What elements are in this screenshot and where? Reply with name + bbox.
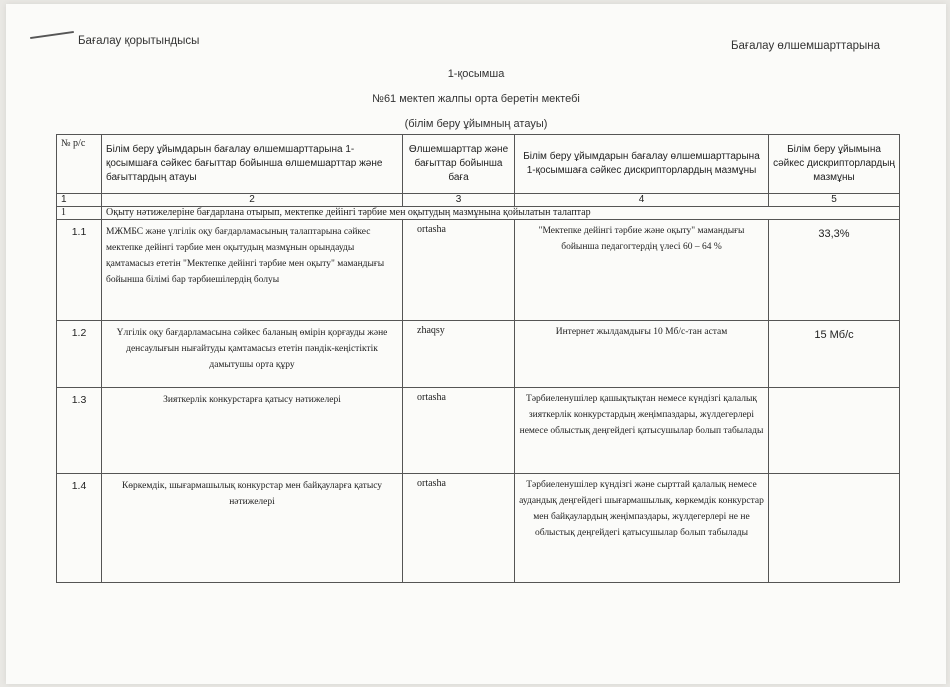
- col-number: 3: [403, 194, 515, 207]
- row-value: [769, 388, 900, 474]
- section-num: 1: [57, 207, 102, 220]
- school-name: №61 мектеп жалпы орта беретін мектебі: [372, 93, 580, 105]
- col-number: 5: [769, 194, 900, 207]
- section-row: [57, 207, 900, 220]
- table-header-row: [57, 135, 900, 194]
- header-num: № р/с: [57, 135, 102, 194]
- header-descriptor: Білім беру ұйымдарын бағалау өлшемшарттарына 1-қосымшаға сәйкес дискрипторлардың мазмұны: [515, 135, 769, 194]
- row-descriptor: Интернет жылдамдығы 10 Мб/с-тан астам: [515, 321, 769, 388]
- row-value: [769, 474, 900, 583]
- org-note: (білім беру ұйымның атауы): [404, 118, 548, 130]
- table-row: [57, 388, 900, 474]
- col-number: 4: [515, 194, 769, 207]
- table-row: [57, 474, 900, 583]
- header-org-descriptor: Білім беру ұйымына сәйкес дискрипторлардың мазмұны: [769, 135, 900, 194]
- row-grade: ortasha: [403, 220, 515, 321]
- row-value: 15 Мб/с: [769, 321, 900, 388]
- header-left: Бағалау қорытындысы: [78, 35, 200, 47]
- pen-stroke: [30, 31, 74, 39]
- col-number: 2: [102, 194, 403, 207]
- header-right: Бағалау өлшемшарттарына: [730, 40, 880, 52]
- section-title: Оқыту нәтижелеріне бағдарлана отырып, мектепке дейінгі тәрбие мен оқытудың мазмұнына қойылатын талаптар: [102, 207, 900, 220]
- row-num: 1.2: [57, 321, 102, 388]
- row-num: 1.3: [57, 388, 102, 474]
- row-descriptor: Тәрбиеленушілер қашықтықтан немесе күндізгі қалалық зияткерлік конкурстардың жеңімпаздары, жүлдегерлері немесе облыстық деңгейдегі қатысушылар болып табылады: [515, 388, 769, 474]
- row-criteria: МЖМБС және үлгілік оқу бағдарламасының талаптарына сәйкес мектепке дейінгі тәрбие мен оқытудың мазмұнын орындауды қамтамасыз ететін "Мектепке дейінгі тәрбие мен оқыту" мамандығы бойынша білімі бар тәрбиешілердің болуы: [102, 220, 403, 321]
- row-criteria: Үлгілік оқу бағдарламасына сәйкес баланың өмірін қорғауды және денсаулығын нығайтуды қамтамасыз ететін пәндік-кеңістіктік дамытушы орта құру: [102, 321, 403, 388]
- header-criteria: Білім беру ұйымдарын бағалау өлшемшарттарына 1-қосымшаға сәйкес бағыттар бойынша өлшемшарттар және бағыттардың атауы: [102, 135, 403, 194]
- appendix-label: 1-қосымша: [447, 68, 505, 80]
- table-row: [57, 220, 900, 321]
- row-criteria: Зияткерлік конкурстарға қатысу нәтижелері: [102, 388, 403, 474]
- row-grade: ortasha: [403, 388, 515, 474]
- header-grade: Өлшемшарттар және бағыттар бойынша баға: [403, 135, 515, 194]
- row-grade: ortasha: [403, 474, 515, 583]
- row-descriptor: Тәрбиеленушілер күндізгі және сырттай қалалық немесе аудандық деңгейдегі шығармашылық, көркемдік конкурстар мен байқаулардың жеңімпаздары, жүлдегерлері не не облыстық деңгейдегі қатысушылар болып табылады: [515, 474, 769, 583]
- column-number-row: [57, 194, 900, 207]
- assessment-table: [56, 134, 900, 583]
- row-num: 1.4: [57, 474, 102, 583]
- row-value: 33,3%: [769, 220, 900, 321]
- row-num: 1.1: [57, 220, 102, 321]
- row-criteria: Көркемдік, шығармашылық конкурстар мен байқауларға қатысу нәтижелері: [102, 474, 403, 583]
- row-descriptor: "Мектепке дейінгі тәрбие және оқыту" мамандығы бойынша педагогтердің үлесі 60 – 64 %: [515, 220, 769, 321]
- col-number: 1: [57, 194, 102, 207]
- table-row: [57, 321, 900, 388]
- row-grade: zhaqsy: [403, 321, 515, 388]
